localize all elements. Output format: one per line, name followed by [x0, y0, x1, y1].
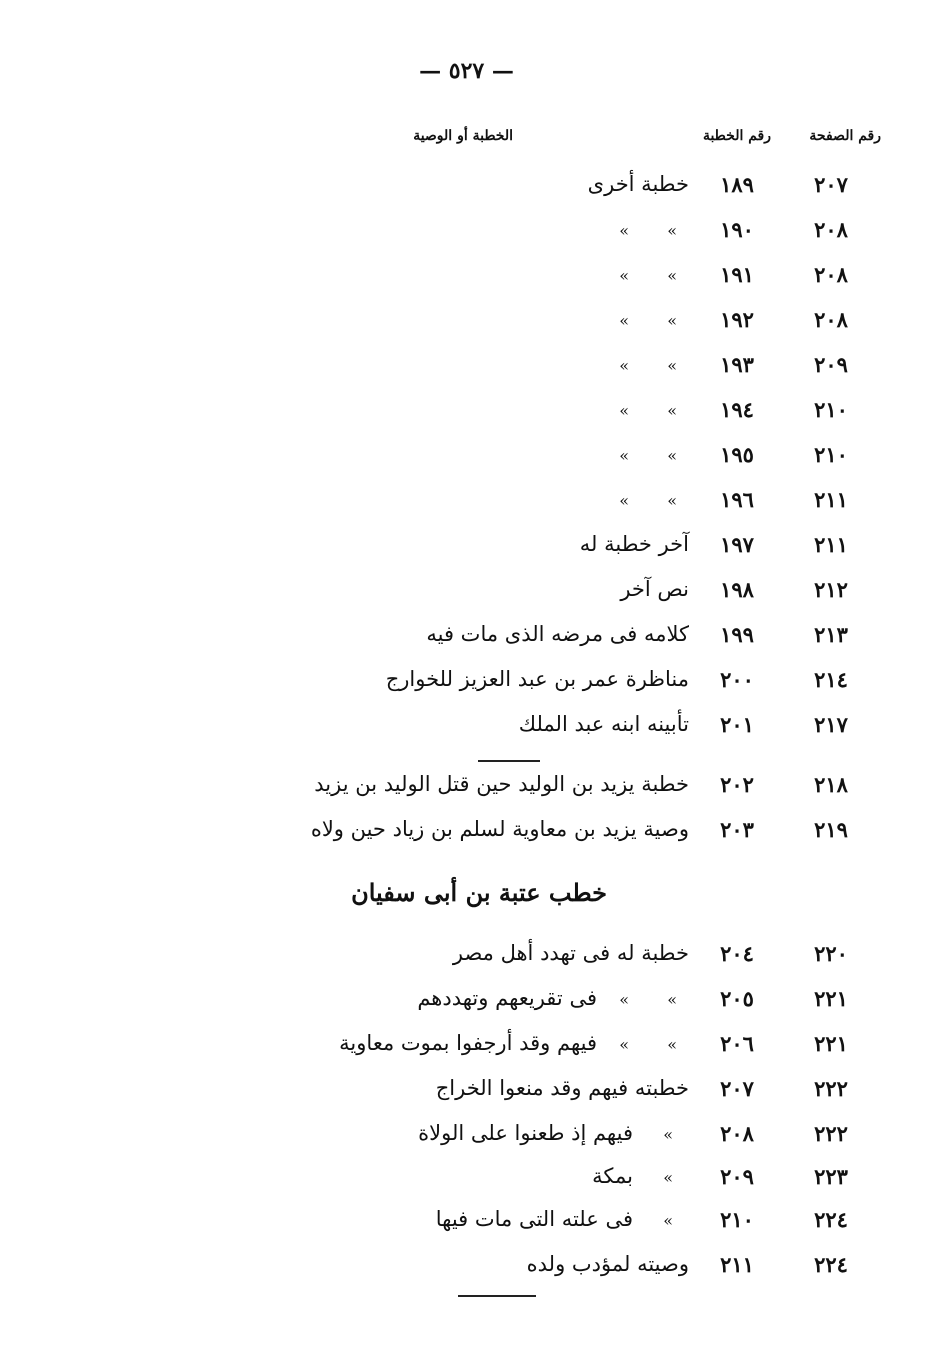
ditto-mark: »: [663, 1125, 673, 1144]
speech-number-cell: ١٩٥: [720, 442, 754, 467]
page-number-cell: ٢٢١: [814, 1031, 848, 1056]
table-row: [0, 1117, 933, 1153]
speech-title-cell: آخر خطبة له: [579, 532, 689, 556]
page-number-cell: ٢١٠: [814, 397, 848, 422]
speech-number-cell: ١٨٩: [720, 172, 754, 197]
page-number-cell: ٢١٤: [814, 667, 848, 692]
speech-number-cell: ١٩٦: [720, 487, 754, 512]
speech-number-cell: ١٩٠: [720, 217, 754, 242]
speech-number-cell: ١٩٨: [720, 577, 754, 602]
header-title-column: الخطبة أو الوصية: [413, 128, 513, 144]
speech-number-cell: ٢٠٤: [720, 941, 754, 966]
ditto-mark: »: [667, 311, 677, 330]
speech-number-cell: ١٩٩: [720, 622, 754, 647]
divider-line: [478, 760, 540, 762]
speech-number-cell: ٢٠٨: [720, 1121, 754, 1146]
speech-number-cell: ٢٠٦: [720, 1031, 754, 1056]
ditto-mark: »: [667, 990, 677, 1009]
speech-title-cell: بمكة: [592, 1164, 633, 1188]
table-row: [0, 618, 933, 654]
speech-title-cell: فيهم وقد أرجفوا بموت معاوية: [339, 1031, 597, 1055]
table-row: [0, 768, 933, 804]
speech-title-cell: فيهم إذ طعنوا على الولاة: [418, 1121, 633, 1145]
speech-number-cell: ٢٠٥: [720, 986, 754, 1011]
page-number-cell: ٢١٨: [814, 772, 848, 797]
page-number-cell: ٢٢١: [814, 986, 848, 1011]
table-row: [0, 1027, 933, 1063]
ditto-mark: »: [619, 266, 629, 285]
ditto-mark: »: [619, 1035, 629, 1054]
ditto-mark: »: [667, 446, 677, 465]
speech-title-cell: خطبة له فى تهدد أهل مصر: [452, 941, 689, 965]
table-row: [0, 663, 933, 699]
page-number-cell: ٢٠٨: [814, 262, 848, 287]
table-row: [0, 813, 933, 849]
page-number-cell: ٢٠٩: [814, 352, 848, 377]
ditto-mark: »: [667, 1035, 677, 1054]
page-number-cell: ٢٢٠: [814, 941, 848, 966]
page-number-cell: ٢١٢: [814, 577, 848, 602]
speech-number-cell: ٢٠٩: [720, 1164, 754, 1189]
ditto-mark: »: [663, 1211, 673, 1230]
speech-title-cell: تأبينه ابنه عبد الملك: [518, 712, 689, 736]
table-row: [0, 483, 933, 519]
speech-number-cell: ١٩٢: [720, 307, 754, 332]
table-row: [0, 168, 933, 204]
ditto-mark: »: [667, 356, 677, 375]
table-row: [0, 1072, 933, 1108]
ditto-mark: »: [619, 356, 629, 375]
page-number: — ٥٢٧ —: [419, 58, 514, 84]
table-row: [0, 438, 933, 474]
ditto-mark: »: [619, 311, 629, 330]
page-number-cell: ٢١٠: [814, 442, 848, 467]
table-row: [0, 258, 933, 294]
table-row: [0, 1160, 933, 1196]
page-number-cell: ٢١٩: [814, 817, 848, 842]
page-number-cell: ٢٢٣: [814, 1164, 848, 1189]
speech-number-cell: ٢٠٠: [720, 667, 754, 692]
speech-title-cell: فى علته التى مات فيها: [435, 1207, 633, 1231]
speech-title-cell: فى تقريعهم وتهددهم: [417, 986, 597, 1010]
speech-title-cell: خطبة يزيد بن الوليد حين قتل الوليد بن يزيد: [314, 772, 689, 796]
ditto-mark: »: [619, 990, 629, 1009]
page-number-cell: ٢١١: [814, 487, 848, 512]
table-row: [0, 937, 933, 973]
page-number-cell: ٢١٣: [814, 622, 848, 647]
speech-title-cell: مناظرة عمر بن عبد العزيز للخوارج: [385, 667, 689, 691]
ditto-mark: »: [663, 1168, 673, 1187]
page-number-cell: ٢٠٨: [814, 217, 848, 242]
page-number-cell: ٢١١: [814, 532, 848, 557]
speech-number-cell: ١٩٧: [720, 532, 754, 557]
speech-title-cell: خطبة أخرى: [587, 172, 689, 196]
table-row: [0, 303, 933, 339]
table-row: [0, 1203, 933, 1239]
page-number-cell: ٢١٧: [814, 712, 848, 737]
divider-line: [458, 1295, 536, 1297]
speech-number-cell: ٢٠٢: [720, 772, 754, 797]
page-number-cell: ٢٢٢: [814, 1121, 848, 1146]
header-page-column: رقم الصفحة: [809, 128, 881, 144]
ditto-mark: »: [619, 491, 629, 510]
speech-number-cell: ٢١٠: [720, 1207, 754, 1232]
speech-number-cell: ٢٠٧: [720, 1076, 754, 1101]
table-row: [0, 573, 933, 609]
section-heading: خطب عتبة بن أبى سفيان: [351, 878, 607, 907]
table-row: [0, 528, 933, 564]
ditto-mark: »: [667, 221, 677, 240]
table-row: [0, 708, 933, 744]
ditto-mark: »: [619, 401, 629, 420]
ditto-mark: »: [619, 446, 629, 465]
speech-number-cell: ٢١١: [720, 1252, 754, 1277]
table-row: [0, 982, 933, 1018]
table-row: [0, 393, 933, 429]
speech-number-cell: ٢٠١: [720, 712, 754, 737]
speech-number-cell: ١٩١: [720, 262, 754, 287]
speech-title-cell: نص آخر: [620, 577, 689, 601]
speech-title-cell: خطبته فيهم وقد منعوا الخراج: [435, 1076, 689, 1100]
table-row: [0, 1248, 933, 1284]
ditto-mark: »: [667, 266, 677, 285]
table-row: [0, 348, 933, 384]
header-number-column: رقم الخطبة: [702, 128, 771, 144]
speech-title-cell: وصيته لمؤدب ولده: [526, 1252, 689, 1276]
speech-number-cell: ١٩٤: [720, 397, 754, 422]
table-row: [0, 213, 933, 249]
ditto-mark: »: [619, 221, 629, 240]
page-number-cell: ٢٢٤: [814, 1207, 848, 1232]
page-number-cell: ٢٠٧: [814, 172, 848, 197]
ditto-mark: »: [667, 401, 677, 420]
page-number-cell: ٢٢٢: [814, 1076, 848, 1101]
speech-number-cell: ١٩٣: [720, 352, 754, 377]
page-number-cell: ٢٠٨: [814, 307, 848, 332]
speech-title-cell: كلامه فى مرضه الذى مات فيه: [426, 622, 689, 646]
speech-number-cell: ٢٠٣: [720, 817, 754, 842]
speech-title-cell: وصية يزيد بن معاوية لسلم بن زياد حين ولاه: [310, 817, 689, 841]
ditto-mark: »: [667, 491, 677, 510]
page-number-cell: ٢٢٤: [814, 1252, 848, 1277]
